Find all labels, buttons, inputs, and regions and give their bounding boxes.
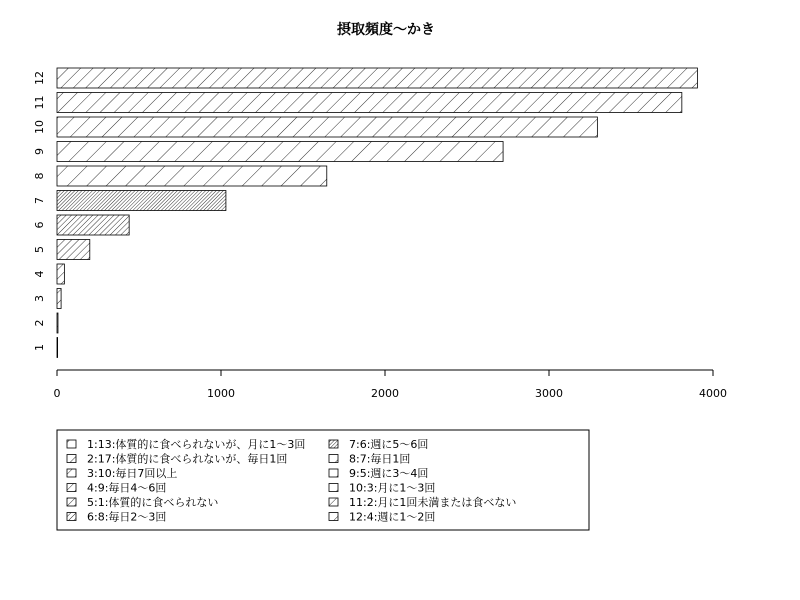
y-tick-label: 5	[33, 246, 46, 253]
bar-3	[57, 289, 61, 309]
y-tick-label: 9	[33, 148, 46, 155]
legend-label: 12:4:週に1〜2回	[349, 510, 436, 524]
y-axis	[33, 71, 46, 351]
bar-10	[57, 117, 597, 137]
legend-swatch	[67, 484, 76, 492]
legend-swatch	[67, 440, 76, 448]
legend-label: 1:13:体質的に食べられないが、月に1〜3回	[87, 438, 306, 451]
bar-12	[57, 68, 697, 88]
legend-label: 11:2:月に1回未満または食べない	[349, 496, 517, 509]
bar-2	[57, 313, 58, 333]
legend-label: 7:6:週に5〜6回	[349, 438, 429, 451]
legend-label: 2:17:体質的に食べられないが、毎日1回	[87, 452, 288, 466]
y-tick-label: 3	[33, 295, 46, 302]
bars-group	[57, 68, 697, 358]
legend-swatch	[329, 469, 338, 477]
bar-5	[57, 240, 90, 260]
legend-label: 5:1:体質的に食べられない	[87, 496, 219, 509]
y-tick-label: 7	[33, 197, 46, 204]
y-tick-label: 8	[33, 172, 46, 180]
y-tick-label: 12	[33, 71, 46, 85]
bar-7	[57, 191, 226, 211]
legend	[57, 430, 589, 530]
legend-swatch	[67, 455, 76, 463]
legend-swatch	[329, 440, 338, 448]
bar-11	[57, 93, 682, 113]
legend-swatch	[329, 455, 338, 463]
legend-label: 8:7:毎日1回	[349, 452, 411, 466]
bar-9	[57, 142, 503, 162]
y-tick-label: 10	[33, 120, 46, 134]
x-tick-label: 1000	[207, 387, 235, 400]
x-tick-label: 0	[53, 387, 61, 400]
x-axis	[54, 370, 728, 400]
legend-label: 3:10:毎日7回以上	[87, 467, 178, 480]
chart-title: 摂取頻度〜かき	[337, 22, 435, 38]
legend-swatch	[329, 484, 338, 492]
legend-label: 4:9:毎日4〜6回	[87, 481, 167, 495]
bar-4	[57, 264, 64, 284]
legend-swatch	[67, 469, 76, 477]
legend-swatch	[329, 498, 338, 506]
y-tick-label: 6	[33, 221, 46, 229]
legend-label: 6:8:毎日2〜3回	[87, 510, 167, 524]
legend-label: 10:3:月に1〜3回	[349, 481, 436, 495]
x-tick-label: 3000	[535, 387, 563, 400]
bar-6	[57, 215, 129, 235]
legend-swatch	[67, 513, 76, 521]
legend-label: 9:5:週に3〜4回	[349, 467, 429, 480]
legend-swatch	[67, 498, 76, 506]
legend-swatch	[329, 513, 338, 521]
y-tick-label: 11	[33, 95, 46, 110]
x-tick-label: 4000	[699, 387, 727, 400]
y-tick-label: 4	[33, 270, 46, 278]
y-tick-label: 2	[33, 319, 46, 327]
bar-8	[57, 166, 327, 186]
bar-1	[57, 338, 58, 358]
x-tick-label: 2000	[371, 387, 399, 400]
y-tick-label: 1	[33, 344, 46, 351]
